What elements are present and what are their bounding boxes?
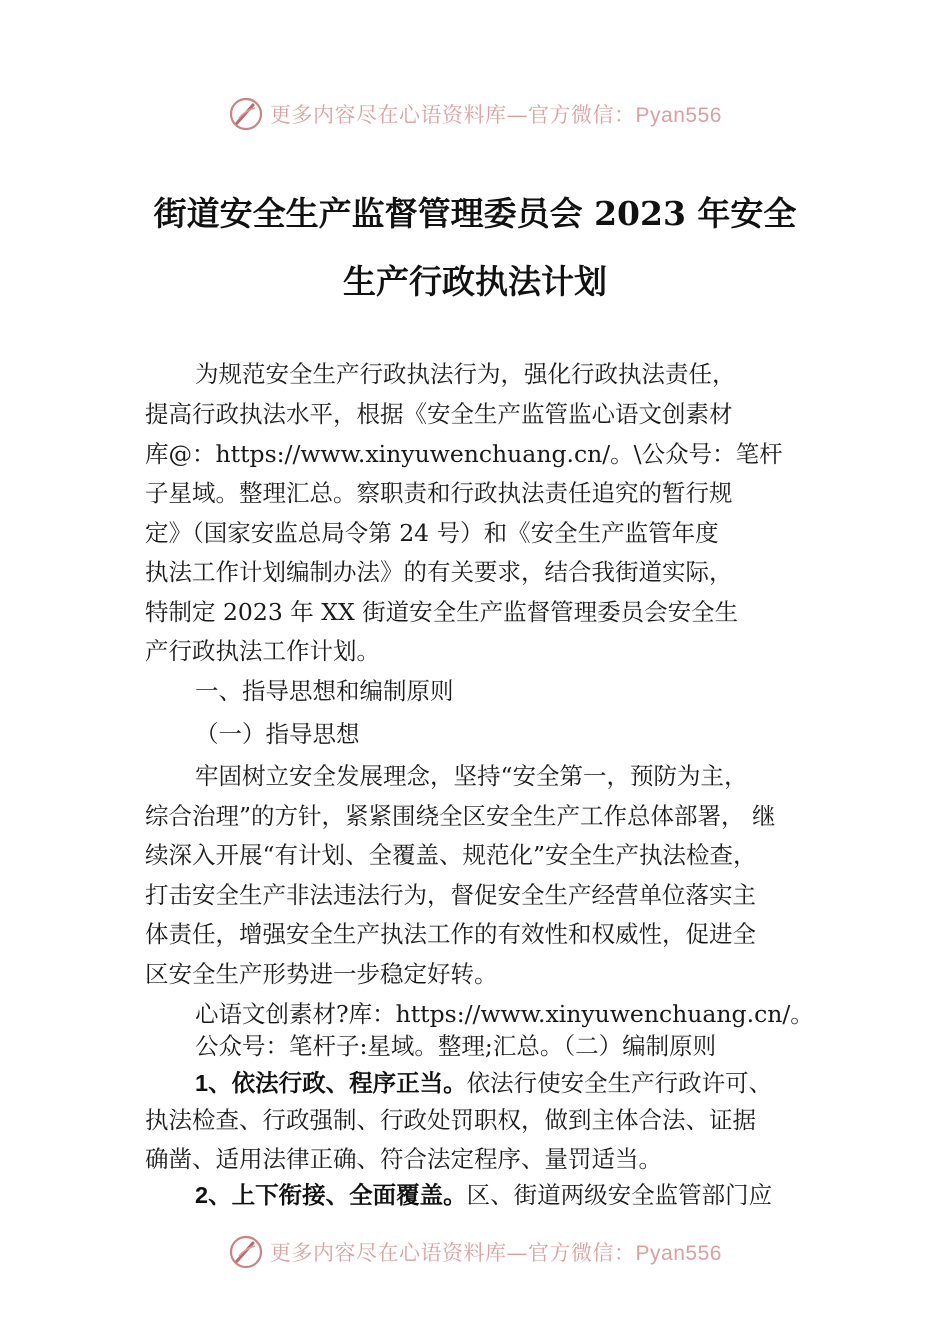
principle-item-1-text: 依法行使安全生产行政许可、 [466, 1069, 773, 1097]
body-line: 体责任，增强安全生产执法工作的有效性和权威性，促进全 [145, 920, 756, 948]
body-line: 执法工作计划编制办法》的有关要求，结合我街道实际， [145, 558, 733, 586]
document-title-line-2: 生产行政执法计划 [343, 262, 607, 301]
subsection-heading: （一）指导思想 [195, 720, 360, 748]
body-line: 续深入开展“有计划、全覆盖、规范化”安全生产执法检查， [145, 841, 757, 869]
body-line: 定》（国家安监总局令第 24 号）和《安全生产监管年度 [145, 519, 719, 547]
watermark-text: 更多内容尽在心语资料库—官方微信：Pyan556 [270, 103, 722, 127]
principle-item-2-text: 区、街道两级安全监管部门应 [466, 1181, 773, 1209]
watermark-text: 更多内容尽在心语资料库—官方微信：Pyan556 [270, 1241, 722, 1265]
watermark-banner-bottom [0, 1232, 950, 1272]
section-heading: 一、指导思想和编制原则 [195, 677, 454, 705]
body-line: 打击安全生产非法违法行为，督促安全生产经营单位落实主 [145, 881, 756, 909]
body-line: 综合治理”的方针，紧紧围绕全区安全生产工作总体部署， 继 [145, 802, 776, 830]
body-line: 特制定 2023 年 XX 街道安全生产监督管理委员会安全生 [145, 598, 739, 626]
principle-item-1-heading: 1、依法行政、程序正当。 [195, 1070, 467, 1096]
body-line: 子星域。整理汇总。察职责和行政执法责任追究的暂行规 [145, 479, 733, 507]
principle-item-1 [195, 1068, 772, 1098]
wechat-id: Pyan556 [635, 1242, 722, 1265]
watermark-banner-top [0, 94, 950, 134]
body-line: 库@：https://www.xinyuwenchuang.cn/。\公众号：笔杆 [145, 440, 783, 468]
body-line: 产行政执法工作计划。 [145, 637, 380, 665]
wechat-id: Pyan556 [635, 104, 722, 127]
body-line: 执法检查、行政强制、行政处罚职权，做到主体合法、证据 [145, 1106, 756, 1134]
principle-item-2-heading: 2、上下衔接、全面覆盖。 [195, 1182, 467, 1208]
document-title-line-1: 街道安全生产监督管理委员会 2023 年安全 [153, 194, 797, 233]
body-line: 为规范安全生产行政执法行为，强化行政执法责任， [195, 360, 736, 388]
pen-logo-icon [228, 96, 264, 132]
body-line: 区安全生产形势进一步稳定好转。 [145, 960, 498, 988]
body-line: 提高行政执法水平，根据《安全生产监管监心语文创素材 [145, 400, 733, 428]
body-line: 公众号：笔杆子:星域。整理;汇总。（二）编制原则 [195, 1032, 717, 1060]
body-line: 牢固树立安全发展理念，坚持“安全第一，预防为主， [195, 762, 748, 790]
body-line: 确凿、适用法律正确、符合法定程序、量罚适当。 [145, 1145, 662, 1173]
pen-logo-icon [228, 1234, 264, 1270]
principle-item-2 [195, 1180, 772, 1210]
body-line: 心语文创素材?库：https://www.xinyuwenchuang.cn/。 [195, 1000, 814, 1028]
